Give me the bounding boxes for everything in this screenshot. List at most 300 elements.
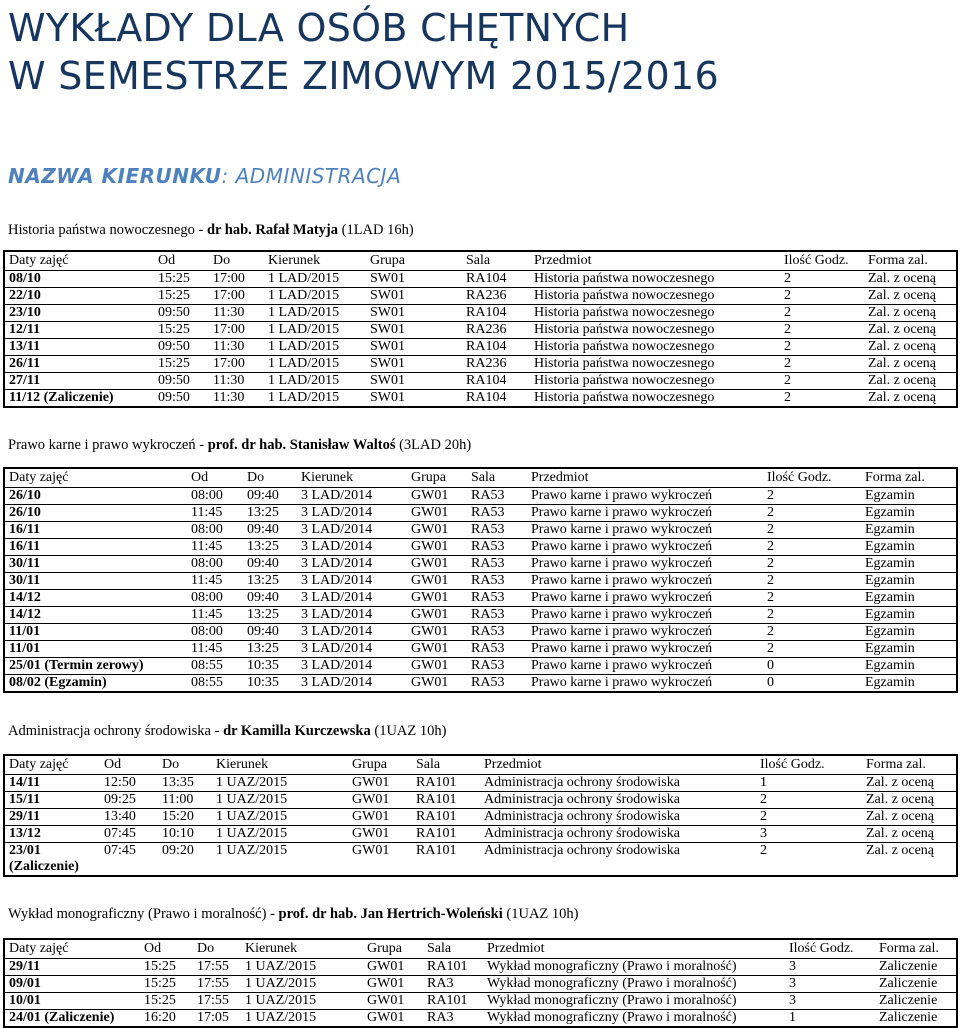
date-cell: 16/11: [9, 539, 41, 554]
table-row: [4, 792, 957, 809]
table-cell: 15:25: [158, 288, 190, 303]
table-cell: 09:40: [247, 488, 279, 503]
table-cell: 13:40: [104, 809, 136, 824]
table-cell: 10:35: [247, 658, 279, 673]
table-cell: 2: [784, 271, 791, 286]
table-row: [4, 356, 957, 373]
table-cell: 15:25: [158, 356, 190, 371]
table-row: [4, 339, 957, 356]
table-cell: 3 LAD/2014: [301, 641, 373, 656]
table-cell: 2: [767, 522, 774, 537]
table-cell: Egzamin: [865, 590, 915, 605]
table-cell: 11:45: [191, 539, 223, 554]
table-cell: Zaliczenie: [879, 976, 938, 991]
table-cell: 11:00: [162, 792, 194, 807]
table-cell: SW01: [370, 373, 405, 388]
table-cell: Prawo karne i prawo wykroczeń: [531, 607, 713, 622]
table-cell: Egzamin: [865, 641, 915, 656]
table-cell: Egzamin: [865, 539, 915, 554]
date-cell: 29/11: [9, 809, 41, 824]
table-cell: Wykład monograficzny (Prawo i moralność): [487, 976, 737, 991]
table-cell: 09:40: [247, 522, 279, 537]
table-row: [4, 573, 957, 590]
course-heading-3: Administracja ochrony środowiska - dr Kamilla Kurczewska (1UAZ 10h): [8, 723, 447, 739]
table-cell: 17:00: [213, 271, 245, 286]
table-cell: SW01: [370, 271, 405, 286]
date-cell: 08/02 (Egzamin): [9, 675, 107, 690]
table-cell: 2: [760, 792, 767, 807]
table-cell: GW01: [367, 976, 405, 991]
table-cell: GW01: [411, 624, 449, 639]
table-cell: RA101: [416, 809, 457, 824]
date-cell: 14/11: [9, 775, 41, 790]
table-cell: RA53: [471, 590, 505, 605]
course-lecturer: prof. dr hab. Jan Hertrich-Woleński: [278, 906, 503, 922]
table-cell: 1 LAD/2015: [268, 271, 340, 286]
page-title: [8, 4, 719, 100]
table-cell: RA236: [466, 288, 507, 303]
table-cell: Administracja ochrony środowiska: [484, 775, 680, 790]
table-cell: Zal. z oceną: [868, 271, 937, 286]
table-cell: 08:00: [191, 590, 223, 605]
table-row: [4, 1010, 957, 1028]
table-cell: RA101: [416, 843, 457, 858]
column-header: Do: [209, 251, 264, 271]
table-cell: 10:10: [162, 826, 194, 841]
table-cell: GW01: [411, 675, 449, 690]
table-cell: 11:45: [191, 641, 223, 656]
table-cell: Egzamin: [865, 675, 915, 690]
table-cell: Egzamin: [865, 522, 915, 537]
table-cell: 0: [767, 675, 774, 690]
table-cell: GW01: [352, 792, 390, 807]
table-row: [4, 590, 957, 607]
table-cell: RA53: [471, 539, 505, 554]
table-cell: 15:25: [144, 976, 176, 991]
table-header-row: [4, 755, 957, 775]
column-header: Od: [140, 939, 193, 959]
table-cell: 07:45: [104, 826, 136, 841]
table-cell: Historia państwa nowoczesnego: [534, 356, 715, 371]
table-cell: RA104: [466, 390, 507, 405]
table-cell: RA101: [427, 993, 468, 1008]
table-cell: 09:50: [158, 339, 190, 354]
date-cell: 23/10: [9, 305, 41, 320]
table-cell: 3: [760, 826, 767, 841]
table-cell: 2: [760, 843, 767, 858]
table-cell: RA53: [471, 573, 505, 588]
table-cell: 3: [789, 959, 796, 974]
table-cell: 15:25: [158, 322, 190, 337]
table-cell: 2: [760, 809, 767, 824]
table-cell: Administracja ochrony środowiska: [484, 826, 680, 841]
table-cell: RA101: [416, 826, 457, 841]
table-cell: 13:25: [247, 505, 279, 520]
table-cell: 1 UAZ/2015: [216, 792, 288, 807]
date-cell: 16/11: [9, 522, 41, 537]
column-header: Kierunek: [297, 468, 407, 488]
column-header: Forma zal.: [861, 468, 957, 488]
table-cell: GW01: [411, 573, 449, 588]
table-cell: Prawo karne i prawo wykroczeń: [531, 573, 713, 588]
table-cell: 0: [767, 658, 774, 673]
table-cell: GW01: [411, 590, 449, 605]
table-cell: Zal. z oceną: [868, 390, 937, 405]
table-cell: RA236: [466, 356, 507, 371]
table-cell: 1 LAD/2015: [268, 356, 340, 371]
course-hours: (1UAZ 10h): [374, 723, 447, 739]
column-header: Kierunek: [241, 939, 363, 959]
table-cell: RA53: [471, 641, 505, 656]
table-cell: GW01: [411, 522, 449, 537]
date-cell: 30/11: [9, 556, 41, 571]
course-hours: (1UAZ 10h): [506, 906, 579, 922]
table-cell: 3: [789, 993, 796, 1008]
course-name: Historia państwa nowoczesnego: [8, 222, 195, 238]
table-cell: 09:25: [104, 792, 136, 807]
table-cell: RA3: [427, 976, 454, 991]
table-cell: 12:50: [104, 775, 136, 790]
column-header: Przedmiot: [480, 755, 756, 775]
table-cell: RA101: [427, 959, 468, 974]
table-cell: RA104: [466, 373, 507, 388]
table-cell: Prawo karne i prawo wykroczeń: [531, 505, 713, 520]
table-cell: Historia państwa nowoczesnego: [534, 339, 715, 354]
date-cell: 26/11: [9, 356, 41, 371]
date-cell: 11/12 (Zaliczenie): [9, 390, 114, 405]
table-cell: 2: [784, 390, 791, 405]
table-cell: 15:20: [162, 809, 194, 824]
table-cell: 3 LAD/2014: [301, 539, 373, 554]
column-header: Przedmiot: [530, 251, 780, 271]
column-header: Grupa: [366, 251, 462, 271]
table-cell: Zal. z oceną: [868, 356, 937, 371]
table-row: [4, 539, 957, 556]
table-row: [4, 505, 957, 522]
date-cell: 30/11: [9, 573, 41, 588]
table-row: [4, 976, 957, 993]
table-cell: 2: [767, 624, 774, 639]
table-cell: 09:40: [247, 556, 279, 571]
table-row: [4, 959, 957, 976]
table-cell: Zal. z oceną: [868, 322, 937, 337]
table-cell: 07:45: [104, 843, 136, 858]
table-cell: 15:25: [158, 271, 190, 286]
table-cell: RA53: [471, 488, 505, 503]
table-cell: 17:00: [213, 356, 245, 371]
table-cell: 09:50: [158, 390, 190, 405]
table-row: [4, 641, 957, 658]
table-cell: 2: [767, 573, 774, 588]
column-header: Od: [187, 468, 243, 488]
column-header: Do: [158, 755, 212, 775]
column-header: Ilość Godz.: [763, 468, 861, 488]
table-cell: 1 UAZ/2015: [216, 809, 288, 824]
schedule-table-3: [3, 754, 958, 877]
table-cell: 3 LAD/2014: [301, 624, 373, 639]
table-cell: 3: [789, 976, 796, 991]
table-cell: 08:00: [191, 488, 223, 503]
column-header: Sala: [462, 251, 530, 271]
table-cell: 13:35: [162, 775, 194, 790]
column-header: Przedmiot: [483, 939, 785, 959]
table-cell: RA53: [471, 607, 505, 622]
table-cell: RA53: [471, 505, 505, 520]
table-cell: Prawo karne i prawo wykroczeń: [531, 641, 713, 656]
date-cell: 11/01: [9, 641, 41, 656]
table-row: [4, 288, 957, 305]
field-of-study-value: ADMINISTRACJA: [235, 164, 402, 188]
table-cell: 1 UAZ/2015: [245, 976, 317, 991]
table-cell: 17:05: [197, 1010, 229, 1025]
table-cell: SW01: [370, 339, 405, 354]
table-row: [4, 522, 957, 539]
table-cell: Administracja ochrony środowiska: [484, 843, 680, 858]
column-header: Daty zajęć: [4, 939, 140, 959]
date-cell: 13/12: [9, 826, 41, 841]
table-row: [4, 993, 957, 1010]
table-cell: 11:45: [191, 607, 223, 622]
date-cell: 12/11: [9, 322, 41, 337]
table-cell: Historia państwa nowoczesnego: [534, 322, 715, 337]
table-cell: 11:45: [191, 505, 223, 520]
schedule-table-4: [3, 938, 958, 1028]
table-cell: Historia państwa nowoczesnego: [534, 271, 715, 286]
table-row: [4, 809, 957, 826]
field-of-study-heading: [8, 164, 401, 188]
table-cell: GW01: [352, 826, 390, 841]
date-cell: 22/10: [9, 288, 41, 303]
course-heading-2: Prawo karne i prawo wykroczeń - prof. dr hab. Stanisław Waltoś (3LAD 20h): [8, 437, 472, 453]
table-cell: Zal. z oceną: [868, 339, 937, 354]
table-cell: Historia państwa nowoczesnego: [534, 390, 715, 405]
column-header: Ilość Godz.: [780, 251, 864, 271]
course-lecturer: prof. dr hab. Stanisław Waltoś: [207, 437, 396, 453]
table-cell: 17:55: [197, 959, 229, 974]
table-cell: 2: [767, 505, 774, 520]
table-cell: 11:30: [213, 390, 245, 405]
table-cell: 2: [767, 488, 774, 503]
table-cell: GW01: [411, 539, 449, 554]
table-cell: 11:30: [213, 305, 245, 320]
table-cell: 3 LAD/2014: [301, 505, 373, 520]
table-cell: GW01: [352, 843, 390, 858]
table-cell: GW01: [352, 809, 390, 824]
table-cell: RA104: [466, 305, 507, 320]
title-line-1: WYKŁADY DLA OSÓB CHĘTNYCH: [8, 6, 630, 50]
table-cell: 1 LAD/2015: [268, 305, 340, 320]
table-cell: GW01: [411, 658, 449, 673]
column-header: Grupa: [407, 468, 467, 488]
table-cell: GW01: [367, 993, 405, 1008]
table-cell: Egzamin: [865, 488, 915, 503]
table-row: [4, 675, 957, 693]
table-cell: 2: [784, 339, 791, 354]
table-cell: GW01: [411, 488, 449, 503]
table-cell: Zaliczenie: [879, 1010, 938, 1025]
table-cell: RA53: [471, 675, 505, 690]
table-row: [4, 775, 957, 792]
table-cell: SW01: [370, 288, 405, 303]
course-name: Administracja ochrony środowiska: [8, 723, 211, 739]
table-cell: 2: [784, 322, 791, 337]
table-cell: 2: [767, 590, 774, 605]
table-cell: 15:25: [144, 993, 176, 1008]
table-cell: Zal. z oceną: [868, 305, 937, 320]
table-cell: 2: [767, 607, 774, 622]
table-cell: 2: [784, 305, 791, 320]
field-of-study-separator: :: [221, 164, 229, 188]
table-cell: Zal. z oceną: [866, 775, 935, 790]
table-cell: RA104: [466, 271, 507, 286]
table-cell: 3 LAD/2014: [301, 607, 373, 622]
table-cell: Zal. z oceną: [868, 373, 937, 388]
table-cell: Historia państwa nowoczesnego: [534, 288, 715, 303]
table-cell: 1 LAD/2015: [268, 390, 340, 405]
table-cell: 08:00: [191, 556, 223, 571]
table-cell: 09:50: [158, 373, 190, 388]
table-row: [4, 488, 957, 505]
column-header: Sala: [467, 468, 527, 488]
table-cell: GW01: [411, 641, 449, 656]
column-header: Forma zal.: [864, 251, 957, 271]
column-header: Ilość Godz.: [785, 939, 875, 959]
table-cell: 1 UAZ/2015: [245, 1010, 317, 1025]
column-header: Kierunek: [212, 755, 348, 775]
course-name: Prawo karne i prawo wykroczeń: [8, 437, 196, 453]
table-cell: GW01: [411, 505, 449, 520]
course-lecturer: dr Kamilla Kurczewska: [223, 723, 371, 739]
table-cell: 17:00: [213, 322, 245, 337]
date-cell: 15/11: [9, 792, 41, 807]
table-cell: Zal. z oceną: [866, 826, 935, 841]
table-cell: 3 LAD/2014: [301, 590, 373, 605]
table-row: [4, 322, 957, 339]
date-cell: 23/01 (Zaliczenie): [9, 843, 79, 874]
table-cell: GW01: [411, 556, 449, 571]
column-header: Sala: [412, 755, 480, 775]
table-row: [4, 843, 957, 877]
table-cell: 3 LAD/2014: [301, 522, 373, 537]
column-header: Grupa: [363, 939, 423, 959]
table-cell: 11:30: [213, 373, 245, 388]
table-cell: SW01: [370, 322, 405, 337]
table-cell: Prawo karne i prawo wykroczeń: [531, 522, 713, 537]
table-cell: SW01: [370, 305, 405, 320]
column-header: Daty zajęć: [4, 468, 187, 488]
table-row: [4, 607, 957, 624]
table-cell: Administracja ochrony środowiska: [484, 792, 680, 807]
column-header: Kierunek: [264, 251, 366, 271]
table-cell: 17:55: [197, 976, 229, 991]
table-cell: Prawo karne i prawo wykroczeń: [531, 624, 713, 639]
date-cell: 13/11: [9, 339, 41, 354]
table-cell: GW01: [352, 775, 390, 790]
table-cell: Administracja ochrony środowiska: [484, 809, 680, 824]
date-cell: 08/10: [9, 271, 41, 286]
table-cell: Egzamin: [865, 624, 915, 639]
column-header: Forma zal.: [862, 755, 957, 775]
table-header-row: [4, 468, 957, 488]
table-cell: 09:40: [247, 624, 279, 639]
table-cell: 08:55: [191, 658, 223, 673]
course-lecturer: dr hab. Rafał Matyja: [206, 222, 338, 238]
table-cell: RA53: [471, 624, 505, 639]
table-cell: RA104: [466, 339, 507, 354]
table-cell: 2: [784, 373, 791, 388]
table-cell: 1 UAZ/2015: [245, 959, 317, 974]
table-cell: Egzamin: [865, 658, 915, 673]
table-cell: 3 LAD/2014: [301, 675, 373, 690]
table-row: [4, 624, 957, 641]
schedule-table-1: [3, 250, 958, 408]
column-header: Grupa: [348, 755, 412, 775]
table-cell: 1 LAD/2015: [268, 288, 340, 303]
table-cell: 1: [789, 1010, 796, 1025]
column-header: Daty zajęć: [4, 251, 154, 271]
schedule-table-2: [3, 467, 958, 693]
table-cell: RA53: [471, 658, 505, 673]
column-header: Sala: [423, 939, 483, 959]
table-cell: Prawo karne i prawo wykroczeń: [531, 590, 713, 605]
column-header: Forma zal.: [875, 939, 957, 959]
column-header: Przedmiot: [527, 468, 763, 488]
table-cell: Zaliczenie: [879, 959, 938, 974]
column-header: Daty zajęć: [4, 755, 100, 775]
table-header-row: [4, 939, 957, 959]
date-cell: 14/12: [9, 607, 41, 622]
table-cell: 08:00: [191, 522, 223, 537]
table-cell: Prawo karne i prawo wykroczeń: [531, 488, 713, 503]
table-cell: 1 LAD/2015: [268, 322, 340, 337]
table-cell: 13:25: [247, 607, 279, 622]
table-cell: SW01: [370, 356, 405, 371]
table-cell: 09:40: [247, 590, 279, 605]
table-cell: Zaliczenie: [879, 993, 938, 1008]
table-cell: 10:35: [247, 675, 279, 690]
table-row: [4, 658, 957, 675]
table-cell: RA53: [471, 556, 505, 571]
table-cell: 13:25: [247, 573, 279, 588]
table-cell: 17:55: [197, 993, 229, 1008]
table-cell: 08:00: [191, 624, 223, 639]
date-cell: 09/01: [9, 976, 41, 991]
table-cell: 1 LAD/2015: [268, 373, 340, 388]
table-cell: 1 UAZ/2015: [216, 843, 288, 858]
column-header: Od: [100, 755, 158, 775]
date-cell: 25/01 (Termin zerowy): [9, 658, 144, 673]
table-cell: Egzamin: [865, 607, 915, 622]
field-of-study-label: NAZWA KIERUNKU: [8, 164, 222, 188]
table-cell: 13:25: [247, 641, 279, 656]
table-cell: 16:20: [144, 1010, 176, 1025]
date-cell: 10/01: [9, 993, 41, 1008]
table-cell: 09:50: [158, 305, 190, 320]
table-cell: Zal. z oceną: [866, 843, 935, 858]
course-heading-1: Historia państwa nowoczesnego - dr hab. Rafał Matyja (1LAD 16h): [8, 222, 414, 238]
table-cell: Prawo karne i prawo wykroczeń: [531, 658, 713, 673]
column-header: Do: [243, 468, 297, 488]
date-cell: 26/10: [9, 488, 41, 503]
table-cell: GW01: [367, 959, 405, 974]
date-cell: 29/11: [9, 959, 41, 974]
table-cell: 3 LAD/2014: [301, 488, 373, 503]
date-cell: 14/12: [9, 590, 41, 605]
table-cell: SW01: [370, 390, 405, 405]
table-row: [4, 556, 957, 573]
table-header-row: [4, 251, 957, 271]
column-header: Od: [154, 251, 209, 271]
